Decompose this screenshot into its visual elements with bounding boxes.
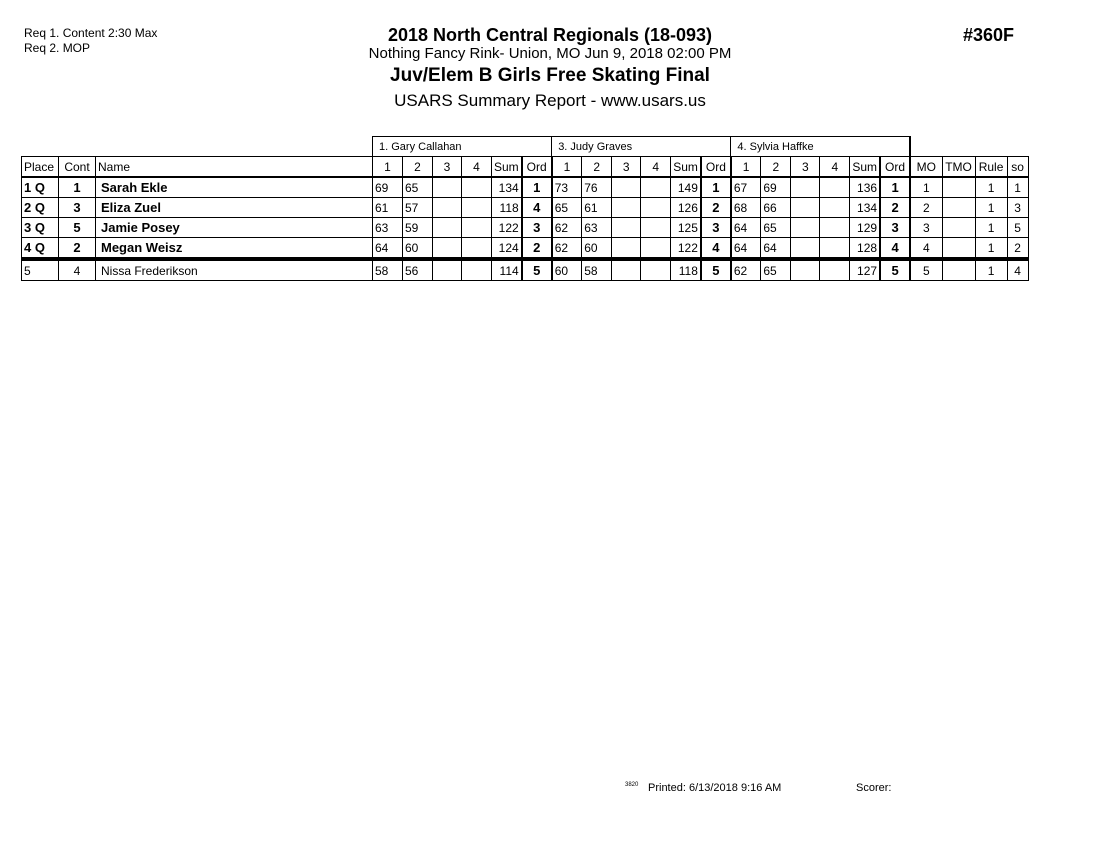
judge-2-score-cell: 62: [552, 218, 582, 238]
name-header: Name: [96, 157, 373, 178]
so-cell: 3: [1007, 198, 1028, 218]
judge-2-score-cell: 1: [701, 177, 731, 198]
requirement-2: Req 2. MOP: [24, 41, 91, 55]
judge-1-col-1-header: 1: [373, 157, 403, 178]
judge-2-score-cell: 63: [582, 218, 612, 238]
judge-3-score-cell: 5: [880, 259, 910, 281]
judge-1-score-cell: [462, 259, 492, 281]
tmo-cell: [942, 177, 975, 198]
judge-2-score-cell: 3: [701, 218, 731, 238]
judge-1-score-cell: 65: [403, 177, 433, 198]
rule-header: Rule: [975, 157, 1007, 178]
table-row: [22, 238, 1029, 260]
place-cell: 2 Q: [22, 198, 59, 218]
judge-3-score-cell: 136: [850, 177, 880, 198]
so-cell: 2: [1007, 238, 1028, 260]
judge-1-score-cell: [462, 238, 492, 260]
judge-3-score-cell: 67: [731, 177, 761, 198]
tmo-cell: [942, 198, 975, 218]
judge-3-score-cell: 66: [761, 198, 791, 218]
judge-3-score-cell: [791, 198, 820, 218]
judge-3-score-cell: 134: [850, 198, 880, 218]
requirement-1: Req 1. Content 2:30 Max: [24, 26, 158, 40]
judge-1-col-3-header: 3: [433, 157, 462, 178]
skater-name: Nissa Frederikson: [96, 259, 373, 281]
cont-header: Cont: [59, 157, 96, 178]
judge-1-score-cell: 69: [373, 177, 403, 198]
judge-1-col-4-header: 4: [462, 157, 492, 178]
rule-cell: 1: [975, 198, 1007, 218]
judge-1-score-cell: [462, 177, 492, 198]
judge-3-score-cell: [820, 259, 850, 281]
mo-cell: 4: [910, 238, 942, 260]
judge-3-header: 4. Sylvia Haffke: [731, 137, 910, 157]
judge-3-col-2-header: 2: [761, 157, 791, 178]
judge-1-score-cell: 63: [373, 218, 403, 238]
so-header: so: [1007, 157, 1028, 178]
event-name: Juv/Elem B Girls Free Skating Final: [390, 65, 710, 86]
judge-3-score-cell: [820, 198, 850, 218]
table-row: [22, 177, 1029, 198]
judge-2-col-2-header: 2: [582, 157, 612, 178]
judge-1-score-cell: [462, 218, 492, 238]
judge-2-score-cell: 61: [582, 198, 612, 218]
judge-3-score-cell: 4: [880, 238, 910, 260]
report-code: 3820: [625, 782, 639, 788]
judge-1-score-cell: [433, 259, 462, 281]
judge-1-score-cell: 1: [522, 177, 552, 198]
cont-cell: 4: [59, 259, 96, 281]
judge-3-score-cell: [791, 259, 820, 281]
judge-2-score-cell: 60: [552, 259, 582, 281]
judge-3-score-cell: [820, 218, 850, 238]
judge-2-score-cell: [612, 177, 641, 198]
judge-3-score-cell: 64: [731, 218, 761, 238]
tmo-header: TMO: [942, 157, 975, 178]
judge-2-score-cell: [612, 259, 641, 281]
judge-1-score-cell: 61: [373, 198, 403, 218]
venue-date: Nothing Fancy Rink- Union, MO Jun 9, 2018 02:00 PM: [368, 45, 732, 62]
judge-2-score-cell: 149: [671, 177, 701, 198]
table-row: [22, 198, 1029, 218]
judge-2-score-cell: 73: [552, 177, 582, 198]
judge-3-score-cell: 69: [761, 177, 791, 198]
table-row: [22, 218, 1029, 238]
judge-1-col-ord-header: Ord: [522, 157, 552, 178]
skater-name: Sarah Ekle: [96, 177, 373, 198]
judge-3-col-1-header: 1: [731, 157, 761, 178]
competition-title: 2018 North Central Regionals (18-093): [387, 25, 713, 45]
judge-1-score-cell: 56: [403, 259, 433, 281]
skater-name: Megan Weisz: [96, 238, 373, 260]
judge-2-col-3-header: 3: [612, 157, 641, 178]
judge-3-col-4-header: 4: [820, 157, 850, 178]
judge-2-score-cell: 4: [701, 238, 731, 260]
skater-name: Jamie Posey: [96, 218, 373, 238]
judge-1-score-cell: 58: [373, 259, 403, 281]
tmo-cell: [942, 238, 975, 260]
so-cell: 1: [1007, 177, 1028, 198]
judge-3-score-cell: 2: [880, 198, 910, 218]
judge-2-score-cell: 58: [582, 259, 612, 281]
place-cell: 4 Q: [22, 238, 59, 260]
judge-2-score-cell: 65: [552, 198, 582, 218]
judge-3-score-cell: [791, 218, 820, 238]
column-header-row: [22, 157, 1029, 178]
judge-1-score-cell: 124: [492, 238, 522, 260]
judge-3-score-cell: 62: [731, 259, 761, 281]
table-row: [22, 259, 1029, 281]
judge-1-score-cell: 114: [492, 259, 522, 281]
judge-2-score-cell: 2: [701, 198, 731, 218]
judge-3-score-cell: [820, 238, 850, 260]
report-title: USARS Summary Report - www.usars.us: [394, 91, 706, 110]
place-cell: 5: [22, 259, 59, 281]
judge-1-score-cell: [433, 238, 462, 260]
judge-2-header: 3. Judy Graves: [552, 137, 731, 157]
judge-1-score-cell: 4: [522, 198, 552, 218]
mo-header: MO: [910, 157, 942, 178]
judge-3-score-cell: 127: [850, 259, 880, 281]
mo-cell: 5: [910, 259, 942, 281]
skater-name: Eliza Zuel: [96, 198, 373, 218]
judge-1-score-cell: 60: [403, 238, 433, 260]
judge-2-score-cell: [641, 259, 671, 281]
judge-3-score-cell: 64: [761, 238, 791, 260]
judge-1-score-cell: [433, 177, 462, 198]
mo-cell: 2: [910, 198, 942, 218]
judge-2-col-4-header: 4: [641, 157, 671, 178]
cont-cell: 3: [59, 198, 96, 218]
judge-2-score-cell: 125: [671, 218, 701, 238]
judge-3-score-cell: 64: [731, 238, 761, 260]
judge-1-score-cell: 64: [373, 238, 403, 260]
judge-1-score-cell: 118: [492, 198, 522, 218]
judge-1-score-cell: [433, 198, 462, 218]
judge-3-score-cell: 128: [850, 238, 880, 260]
judge-2-col-sum-header: Sum: [671, 157, 701, 178]
judge-2-score-cell: [641, 198, 671, 218]
judge-3-score-cell: 3: [880, 218, 910, 238]
judges-row: [22, 137, 1029, 157]
judge-1-score-cell: 59: [403, 218, 433, 238]
judge-2-score-cell: 60: [582, 238, 612, 260]
tmo-cell: [942, 259, 975, 281]
judge-1-score-cell: 134: [492, 177, 522, 198]
rule-cell: 1: [975, 177, 1007, 198]
judge-2-score-cell: 5: [701, 259, 731, 281]
judge-2-score-cell: 118: [671, 259, 701, 281]
scorer-label: Scorer:: [856, 782, 892, 794]
judge-2-score-cell: [641, 177, 671, 198]
judge-1-score-cell: 2: [522, 238, 552, 260]
place-cell: 1 Q: [22, 177, 59, 198]
mo-cell: 1: [910, 177, 942, 198]
judge-1-score-cell: [433, 218, 462, 238]
place-header: Place: [22, 157, 59, 178]
tmo-cell: [942, 218, 975, 238]
judge-2-score-cell: 122: [671, 238, 701, 260]
judge-3-score-cell: 68: [731, 198, 761, 218]
judge-2-score-cell: 76: [582, 177, 612, 198]
judge-2-score-cell: 62: [552, 238, 582, 260]
place-cell: 3 Q: [22, 218, 59, 238]
judge-1-score-cell: 57: [403, 198, 433, 218]
judge-2-score-cell: [612, 238, 641, 260]
judge-1-score-cell: [462, 198, 492, 218]
so-cell: 5: [1007, 218, 1028, 238]
judge-3-score-cell: 65: [761, 218, 791, 238]
mo-cell: 3: [910, 218, 942, 238]
cont-cell: 2: [59, 238, 96, 260]
judge-3-score-cell: 1: [880, 177, 910, 198]
judge-1-header: 1. Gary Callahan: [373, 137, 552, 157]
judge-3-score-cell: 129: [850, 218, 880, 238]
judge-2-score-cell: [641, 238, 671, 260]
judge-3-col-3-header: 3: [791, 157, 820, 178]
judge-3-col-ord-header: Ord: [880, 157, 910, 178]
so-cell: 4: [1007, 259, 1028, 281]
judge-2-score-cell: [641, 218, 671, 238]
judge-2-col-ord-header: Ord: [701, 157, 731, 178]
cont-cell: 5: [59, 218, 96, 238]
rule-cell: 1: [975, 218, 1007, 238]
rule-cell: 1: [975, 238, 1007, 260]
judge-1-score-cell: 122: [492, 218, 522, 238]
judge-3-score-cell: [791, 238, 820, 260]
results-table: [21, 136, 1029, 281]
judge-2-score-cell: [612, 218, 641, 238]
judge-2-score-cell: 126: [671, 198, 701, 218]
judge-3-score-cell: [820, 177, 850, 198]
judge-1-score-cell: 5: [522, 259, 552, 281]
judge-3-score-cell: 65: [761, 259, 791, 281]
judge-1-score-cell: 3: [522, 218, 552, 238]
judge-1-col-sum-header: Sum: [492, 157, 522, 178]
cont-cell: 1: [59, 177, 96, 198]
judge-2-score-cell: [612, 198, 641, 218]
printed-timestamp: Printed: 6/13/2018 9:16 AM: [648, 782, 782, 794]
judge-3-col-sum-header: Sum: [850, 157, 880, 178]
judge-2-col-1-header: 1: [552, 157, 582, 178]
rule-cell: 1: [975, 259, 1007, 281]
judge-3-score-cell: [791, 177, 820, 198]
judge-1-col-2-header: 2: [403, 157, 433, 178]
event-number: #360F: [963, 25, 1015, 45]
